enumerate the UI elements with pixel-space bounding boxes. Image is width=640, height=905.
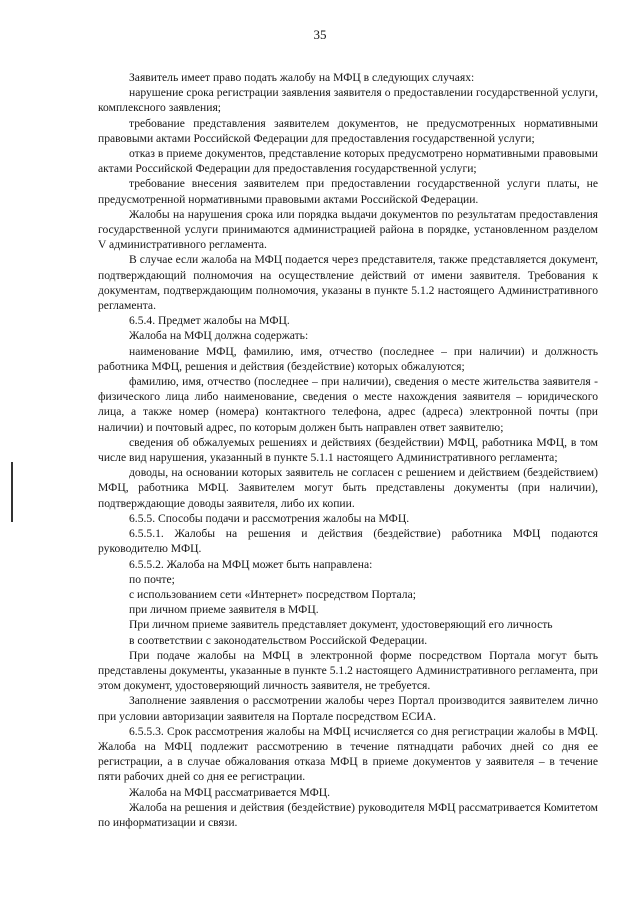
paragraph: 6.5.5.2. Жалоба на МФЦ может быть направлена:	[129, 557, 373, 571]
section-heading: 6.5.5. Способы подачи и рассмотрения жалобы на МФЦ.	[129, 511, 410, 525]
paragraph: 6.5.5.3. Срок рассмотрения жалобы на МФЦ исчисляется со дня регистрации жалобы в МФЦ. Жалоба на МФЦ подлежит рассмотрению в течение пятнадцати рабочих дней со дня ее регистрации, а в случае обжалования отказа МФЦ в приеме документов у заявителя – в течение пяти рабочих дней со дня ее регистрации.	[98, 724, 598, 784]
paragraph: нарушение срока регистрации заявления заявителя о предоставлении государственной услуги, комплексного заявления;	[98, 86, 598, 115]
page-number: 35	[313, 27, 327, 42]
paragraph: по почте;	[129, 572, 175, 586]
paragraph: Заявитель имеет право подать жалобу на МФЦ в следующих случаях:	[129, 71, 475, 84]
paragraph: требование представления заявителем документов, не предусмотренных нормативными правовыми актами Российской Федерации для предоставления государственной услуги;	[98, 116, 598, 145]
paragraph: Жалоба на МФЦ должна содержать:	[129, 329, 309, 343]
paragraph: При подаче жалобы на МФЦ в электронной форме посредством Портала могут быть представлены документы, указанные в пункте 5.1.2 настоящего Административного регламента, при этом документ, удостоверяющий личность заявителя, не требуется.	[98, 648, 598, 693]
paragraph: В случае если жалоба на МФЦ подается через представителя, также представляется документ, подтверждающий полномочия на осуществление действий от имени заявителя. Требования к документам, подтверждающим полномочия, указаны в пункте 5.1.2 настоящего Административного регламента.	[98, 253, 598, 313]
paragraph: Жалобы на нарушения срока или порядка выдачи документов по результатам предоставления государственной услуги принимаются администрацией района в порядке, установленном разделом V административного регламента.	[98, 207, 598, 252]
margin-mark	[11, 462, 13, 522]
section-heading: 6.5.4. Предмет жалобы на МФЦ.	[129, 314, 290, 328]
paragraph: При личном приеме заявитель представляет документ, удостоверяющий его личность	[129, 618, 553, 632]
paragraph: фамилию, имя, отчество (последнее – при наличии), сведения о месте жительства заявителя - физического лица либо наименование, сведения о месте нахождения заявителя – юридического лица, а также номер (номера) контактного телефона, адрес (адреса) электронной почты (при наличии) и почтовый адрес, по которым должен быть направлен ответ заявителю;	[98, 375, 598, 434]
paragraph: Жалоба на МФЦ рассматривается МФЦ.	[129, 785, 331, 799]
paragraph: отказ в приеме документов, представление которых предусмотрено нормативными правовыми актами Российской Федерации для предоставления государственной услуги;	[98, 147, 598, 176]
paragraph: сведения об обжалуемых решениях и действиях (бездействии) МФЦ, работника МФЦ, в том числе вид нарушения, указанный в пункте 5.1.1 настоящего Административного регламента;	[98, 435, 598, 465]
paragraph: Жалоба на решения и действия (бездействие) руководителя МФЦ рассматривается Комитетом по информатизации и связи.	[98, 800, 598, 829]
paragraph: с использованием сети «Интернет» посредством Портала;	[129, 587, 416, 601]
paragraph: при личном приеме заявителя в МФЦ.	[129, 603, 319, 617]
paragraph: доводы, на основании которых заявитель не согласен с решением и действием (бездействием) МФЦ, работника МФЦ. Заявителем могут быть представлены документы (при наличии), подтверждающие доводы заявителя, либо их копии.	[98, 466, 598, 510]
paragraph: 6.5.5.1. Жалобы на решения и действия (бездействие) работника МФЦ подаются руководителю МФЦ.	[98, 527, 598, 556]
paragraph: наименование МФЦ, фамилию, имя, отчество (последнее – при наличии) и должность работника МФЦ, решения и действия (бездействие) которых обжалуются;	[98, 344, 598, 373]
paragraph: в соответствии с законодательством Российской Федерации.	[129, 633, 428, 647]
paragraph: Заполнение заявления о рассмотрении жалобы через Портал производится заявителем лично при условии авторизации заявителя на Портале посредством ЕСИА.	[98, 694, 598, 723]
paragraph: требование внесения заявителем при предоставлении государственной услуги платы, не предусмотренной нормативными правовыми актами Российской Федерации.	[98, 177, 598, 206]
document-body	[98, 70, 598, 830]
